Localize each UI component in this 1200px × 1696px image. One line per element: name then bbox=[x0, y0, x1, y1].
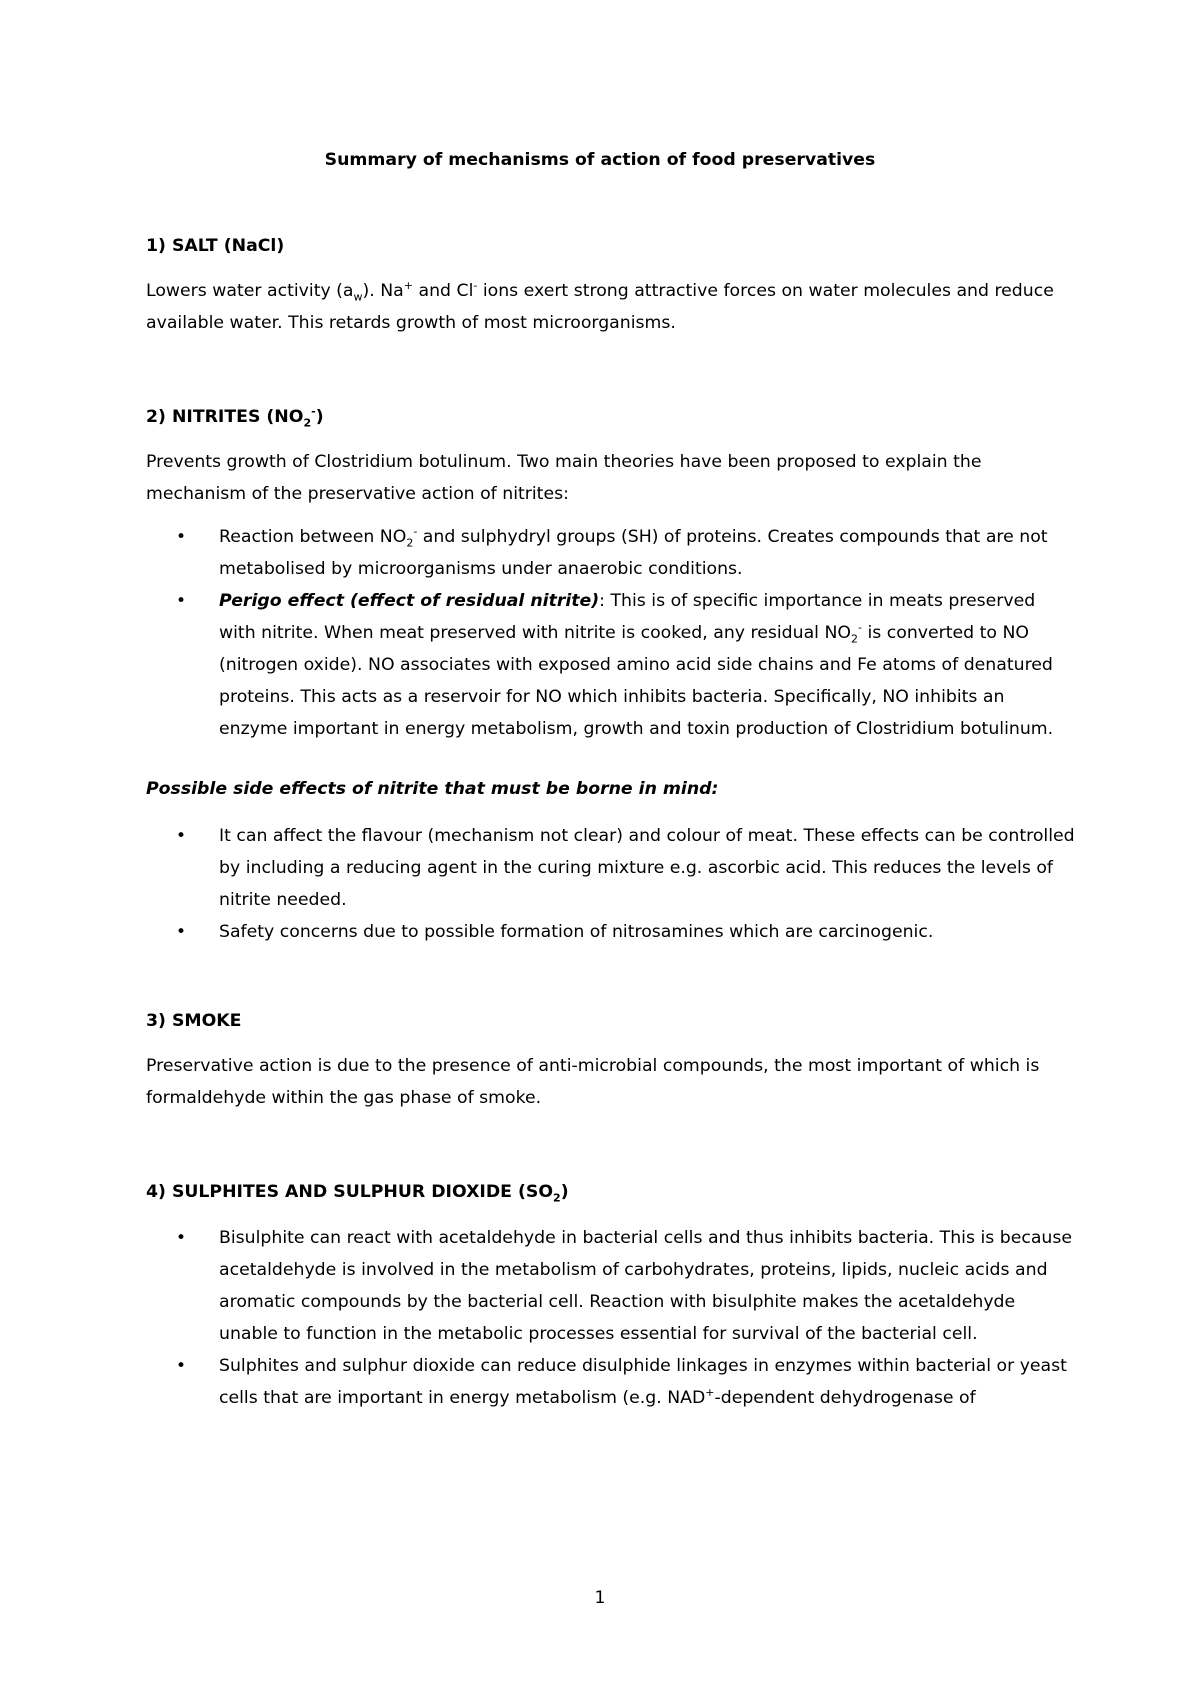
list-item: • It can affect the flavour (mechanism not clear) and colour of meat. These effects can be controlled by including a reducing agent in the curing mixture e.g. ascorbic acid. This reduces the levels of nitrite needed. bbox=[146, 820, 1076, 916]
list-item: • Safety concerns due to possible formation of nitrosamines which are carcinogenic. bbox=[146, 916, 1076, 948]
sulphites-mechanism-list bbox=[146, 1222, 1076, 1414]
section-heading-salt: 1) SALT (NaCl) bbox=[146, 236, 285, 256]
bullet-icon: • bbox=[176, 922, 187, 942]
bullet-icon: • bbox=[176, 527, 187, 547]
perigo-effect-term: Perigo effect (effect of residual nitrite) bbox=[219, 591, 600, 611]
nitrites-intro-paragraph: Prevents growth of Clostridium botulinum. Two main theories have been proposed to explain the mechanism of the preservative action of nitrites: bbox=[146, 452, 982, 504]
salt-paragraph: Lowers water activity $(a_w)$. Na+ and Cl- ions exert strong attractive forces on water molecules and reduce available water. This retards growth of most microorganisms. bbox=[146, 279, 1054, 333]
smoke-paragraph: Preservative action is due to the presence of anti-microbial compounds, the most important of which is formaldehyde within the gas phase of smoke. bbox=[146, 1056, 1040, 1108]
bullet-icon: • bbox=[176, 826, 187, 846]
nitrites-mechanism-list bbox=[146, 521, 1076, 745]
list-item: • Bisulphite can react with acetaldehyde in bacterial cells and thus inhibits bacteria. This is because acetaldehyde is involved in the metabolism of carbohydrates, proteins, lipids, nucleic acids and aromatic compounds by the bacterial cell. Reaction with bisulphite makes the acetaldehyde unable to function in the metabolic processes essential for survival of the bacterial cell. bbox=[146, 1222, 1076, 1350]
side-effects-heading: Possible side effects of nitrite that must be borne in mind: bbox=[146, 779, 719, 799]
bullet-icon: • bbox=[176, 1356, 187, 1376]
side-effects-list bbox=[146, 820, 1076, 948]
section-heading-nitrites: 2) NITRITES $(NO_2^-)$ bbox=[146, 405, 324, 430]
page-number: 1 bbox=[594, 1588, 606, 1608]
document-title: Summary of mechanisms of action of food preservatives bbox=[324, 150, 876, 170]
list-item: • Perigo effect (effect of residual nitrite): This is of specific importance in meats preserved with nitrite. When meat preserved with nitrite is cooked, any residual $NO_2^-$ is converted to NO (nitrogen oxide). NO associates with exposed amino acid side chains and Fe atoms of denatured proteins. This acts as a reservoir for NO which inhibits bacteria. Specifically, NO inhibits an enzyme important in energy metabolism, growth and toxin production of Clostridium botulinum. bbox=[146, 585, 1076, 745]
section-heading-smoke: 3) SMOKE bbox=[146, 1011, 242, 1031]
bullet-icon: • bbox=[176, 1228, 187, 1248]
list-item: • Sulphites and sulphur dioxide can reduce disulphide linkages in enzymes within bacterial or yeast cells that are important in energy metabolism (e.g. NAD+-dependent dehydrogenase of bbox=[146, 1350, 1076, 1414]
bullet-icon: • bbox=[176, 591, 187, 611]
list-item: • Reaction between $NO_2^-$ and sulphydryl groups (SH) of proteins. Creates compounds that are not metabolised by microorganisms under anaerobic conditions. bbox=[146, 521, 1076, 585]
section-heading-sulphites: 4) SULPHITES AND SULPHUR DIOXIDE $(SO_2)$ bbox=[146, 1182, 569, 1205]
